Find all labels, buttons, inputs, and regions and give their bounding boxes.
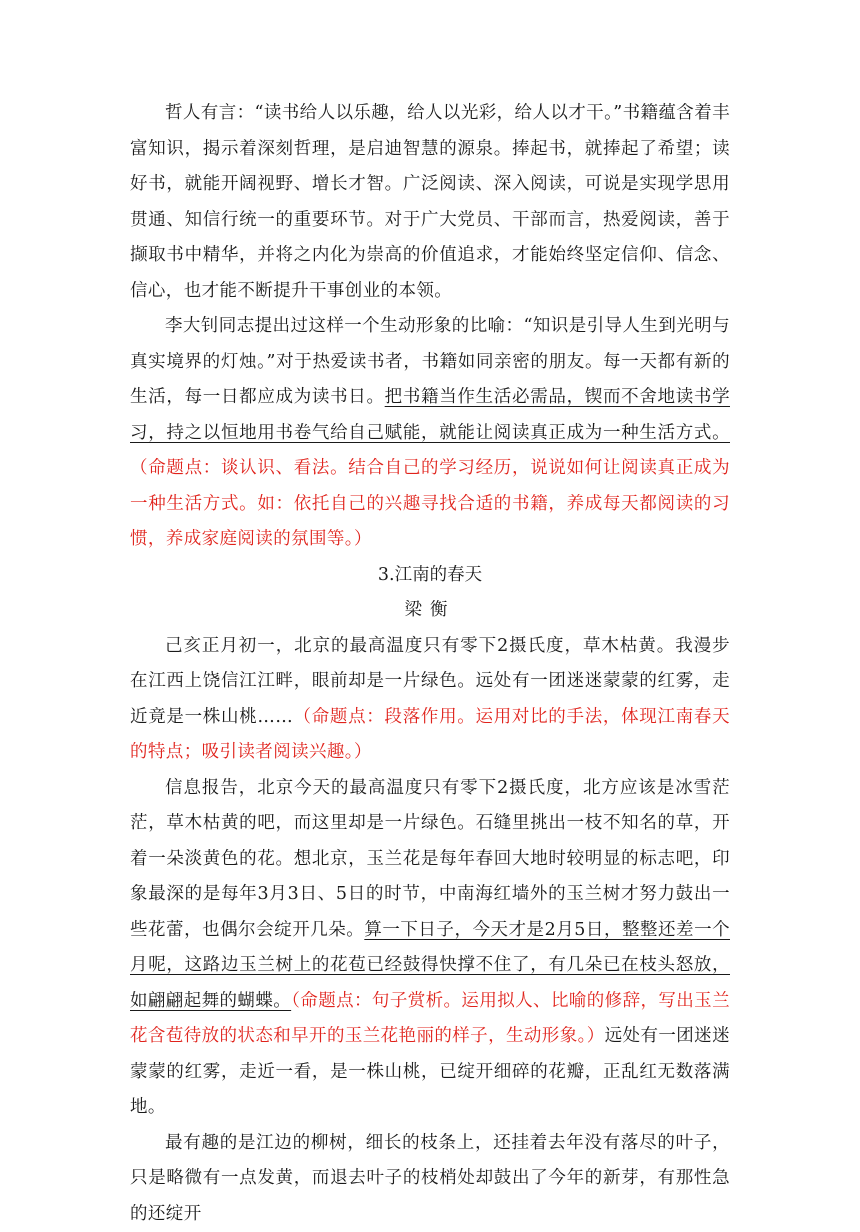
document-page — [130, 96, 730, 1232]
annotation-note: （命题点：谈认识、看法。结合自己的学习经历，说说如何让阅读真正成为一种生活方式。如：依托自己的兴趣寻找合适的书籍，养成每天都阅读的习惯，养成家庭阅读的氛围等。） — [130, 458, 730, 549]
annotation-note: （命题点：句子赏析。运用拟人、比喻的修辞，写出玉兰花含苞待放的状态和早开的玉兰花艳丽的样子，生动形象。） — [130, 991, 730, 1047]
section-title: 3.江南的春天 — [130, 558, 730, 594]
paragraph-new-year — [130, 629, 730, 771]
paragraph-li-dazhao — [130, 309, 730, 558]
underlined-sentence: 把书籍当作生活必需品，锲而不舍地读书学习，持之以恒地用书卷气给自己赋能，就能让阅读真正成为一种生活方式。 — [130, 387, 730, 443]
paragraph-text: 远处有一团迷迷蒙蒙的红雾，走近一看，是一株山桃，已绽开细碎的花瓣，正乱红无数落满地。 — [130, 1026, 730, 1117]
paragraph-magnolia — [130, 771, 730, 1126]
paragraph-text: 信息报告，北京今天的最高温度只有零下2摄氏度，北方应该是冰雪茫茫，草木枯黄的吧，而这里却是一片绿色。石缝里挑出一枝不知名的草，开着一朵淡黄色的花。想北京，玉兰花是每年春回大地时较明显的标志吧，印象最深的是每年3月3日、5日的时节，中南海红墙外的玉兰树才努力鼓出一些花蕾，也偶尔会绽开几朵。 — [130, 778, 730, 940]
paragraph-text: 最有趣的是江边的柳树，细长的枝条上，还挂着去年没有落尽的叶子，只是略微有一点发黄，而退去叶子的枝梢处却鼓出了今年的新芽，有那性急的还绽开 — [130, 1133, 730, 1224]
author-name: 梁衡 — [130, 593, 730, 629]
paragraph-text: 己亥正月初一，北京的最高温度只有零下2摄氏度，草木枯黄。我漫步在江西上饶信江江畔，眼前却是一片绿色。远处有一团迷迷蒙蒙的红雾，走近竟是一株山桃…… — [130, 636, 730, 727]
paragraph-reading-quote — [130, 96, 730, 309]
paragraph-willow — [130, 1126, 730, 1232]
underlined-sentence: 算一下日子，今天才是2月5日，整整还差一个月呢，这路边玉兰树上的花苞已经鼓得快撑不住了，有几朵已在枝头怒放，如翩翩起舞的蝴蝶。 — [130, 920, 730, 1011]
paragraph-text: 哲人有言：“读书给人以乐趣，给人以光彩，给人以才干。”书籍蕴含着丰富知识，揭示着深刻哲理，是启迪智慧的源泉。捧起书，就捧起了希望；读好书，就能开阔视野、增长才智。广泛阅读、深入阅读，可说是实现学思用贯通、知信行统一的重要环节。对于广大党员、干部而言，热爱阅读，善于撷取书中精华，并将之内化为崇高的价值追求，才能始终坚定信仰、信念、信心，也才能不断提升干事创业的本领。 — [130, 103, 730, 301]
annotation-note: （命题点：段落作用。运用对比的手法，体现江南春天的特点；吸引读者阅读兴趣。） — [130, 707, 730, 763]
paragraph-text: 李大钊同志提出过这样一个生动形象的比喻：“知识是引导人生到光明与真实境界的灯烛。”对于热爱读书者，书籍如同亲密的朋友。每一天都有新的生活，每一日都应成为读书日。 — [130, 316, 730, 407]
